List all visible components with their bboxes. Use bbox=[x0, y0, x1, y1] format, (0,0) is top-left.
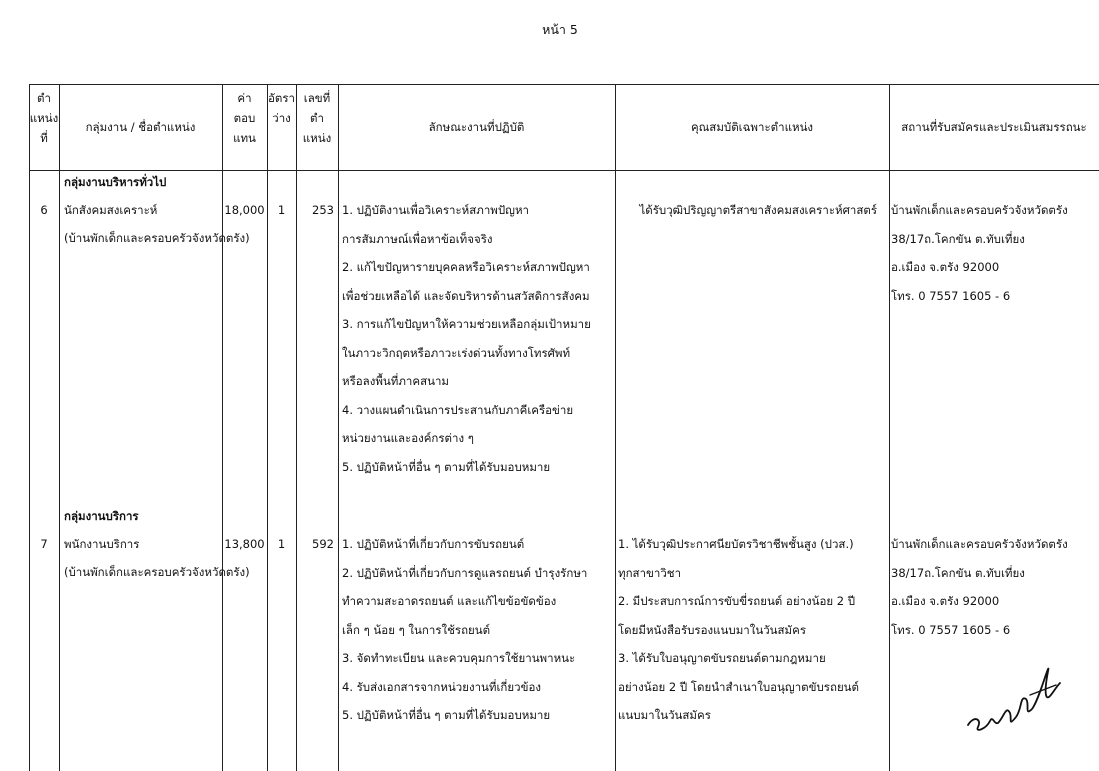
header-group-name: กลุ่มงาน / ชื่อตำแหน่ง bbox=[85, 120, 196, 134]
pay-value: 13,800 bbox=[224, 537, 265, 551]
header-pay: ค่า ตอบ แทน bbox=[233, 91, 256, 145]
group-heading: กลุ่มงานบริหารทั่วไป bbox=[64, 175, 167, 189]
row-number: 7 bbox=[40, 537, 48, 551]
pay-value: 18,000 bbox=[224, 203, 265, 217]
duties-list: 1. ปฏิบัติงานเพื่อวิเคราะห์สภาพปัญหา การสัมภาษณ์เพื่อหาข้อเท็จจริง 2. แก้ไขปัญหารายบุคคลหรือวิเคราะห์สภาพปัญหา เพื่อช่วยเหลือได้ และจัดบริหารด้านสวัสดิการสังคม 3. การแก้ไขปัญหาให้ความช่วยเหลือกลุ่มเป้าหมาย ในภาวะวิกฤตหรือภาวะเร่งด่วนทั้งทางโทรศัพท์ หรือลงพื้นที่ภาคสนาม 4. วางแผนดำเนินการประสานกับภาคีเครือข่าย หน่วยงานและองค์กรต่าง ๆ 5. ปฏิบัติหน้าที่อื่น ๆ ตามที่ได้รับมอบหมาย bbox=[342, 203, 591, 474]
header-no: ตำ แหน่ง ที่ bbox=[29, 91, 59, 145]
vacancy-value: 1 bbox=[277, 537, 286, 551]
header-vacancy: อัตรา ว่าง bbox=[267, 91, 295, 125]
header-duties: ลักษณะงานที่ปฏิบัติ bbox=[428, 120, 525, 134]
row-number: 6 bbox=[40, 203, 48, 217]
header-position-no: เลขที่ ตำ แหน่ง bbox=[302, 91, 332, 145]
position-title: นักสังคมสงเคราะห์ bbox=[64, 203, 158, 217]
vacancy-value: 1 bbox=[277, 203, 286, 217]
group-heading: กลุ่มงานบริการ bbox=[64, 509, 139, 523]
positions-table bbox=[29, 84, 1099, 771]
position-title: พนักงานบริการ bbox=[64, 537, 140, 551]
position-number: 592 bbox=[312, 537, 334, 551]
qualification-text: ได้รับวุฒิปริญญาตรีสาขาสังคมสงเคราะห์ศาสตร์ bbox=[639, 203, 877, 217]
page-number: หน้า 5 bbox=[542, 22, 578, 37]
position-number: 253 bbox=[312, 203, 334, 217]
header-qualifications: คุณสมบัติเฉพาะตำแหน่ง bbox=[690, 120, 814, 134]
position-org: (บ้านพักเด็กและครอบครัวจังหวัดตรัง) bbox=[64, 231, 250, 245]
handwritten-signature bbox=[960, 655, 1070, 740]
location-address: บ้านพักเด็กและครอบครัวจังหวัดตรัง 38/17ถ.โคกขัน ต.ทับเที่ยง อ.เมือง จ.ตรัง 92000 โทร. 0 7557 1605 - 6 bbox=[891, 537, 1068, 637]
qualifications-list: 1. ได้รับวุฒิประกาศนียบัตรวิชาชีพชั้นสูง (ปวส.) ทุกสาขาวิชา 2. มีประสบการณ์การขับขี่รถยนต์ อย่างน้อย 2 ปี โดยมีหนังสือรับรองแนบมาในวันสมัคร 3. ได้รับใบอนุญาตขับรถยนต์ตามกฎหมาย อย่างน้อย 2 ปี โดยนำสำเนาใบอนุญาตขับรถยนต์ แนบมาในวันสมัคร bbox=[618, 537, 860, 722]
position-org: (บ้านพักเด็กและครอบครัวจังหวัดตรัง) bbox=[64, 565, 250, 579]
duties-list: 1. ปฏิบัติหน้าที่เกี่ยวกับการขับรถยนต์ 2. ปฏิบัติหน้าที่เกี่ยวกับการดูแลรถยนต์ บำรุงรักษา ทำความสะอาดรถยนต์ และแก้ไขข้อขัดข้อง เล็ก ๆ น้อย ๆ ในการใช้รถยนต์ 3. จัดทำทะเบียน และควบคุมการใช้ยานพาหนะ 4. รับส่งเอกสารจากหน่วยงานที่เกี่ยวข้อง 5. ปฏิบัติหน้าที่อื่น ๆ ตามที่ได้รับมอบหมาย bbox=[342, 537, 588, 722]
header-location: สถานที่รับสมัครและประเมินสมรรถนะ bbox=[901, 120, 1087, 134]
location-address: บ้านพักเด็กและครอบครัวจังหวัดตรัง 38/17ถ.โคกขัน ต.ทับเที่ยง อ.เมือง จ.ตรัง 92000 โทร. 0 7557 1605 - 6 bbox=[891, 203, 1068, 303]
